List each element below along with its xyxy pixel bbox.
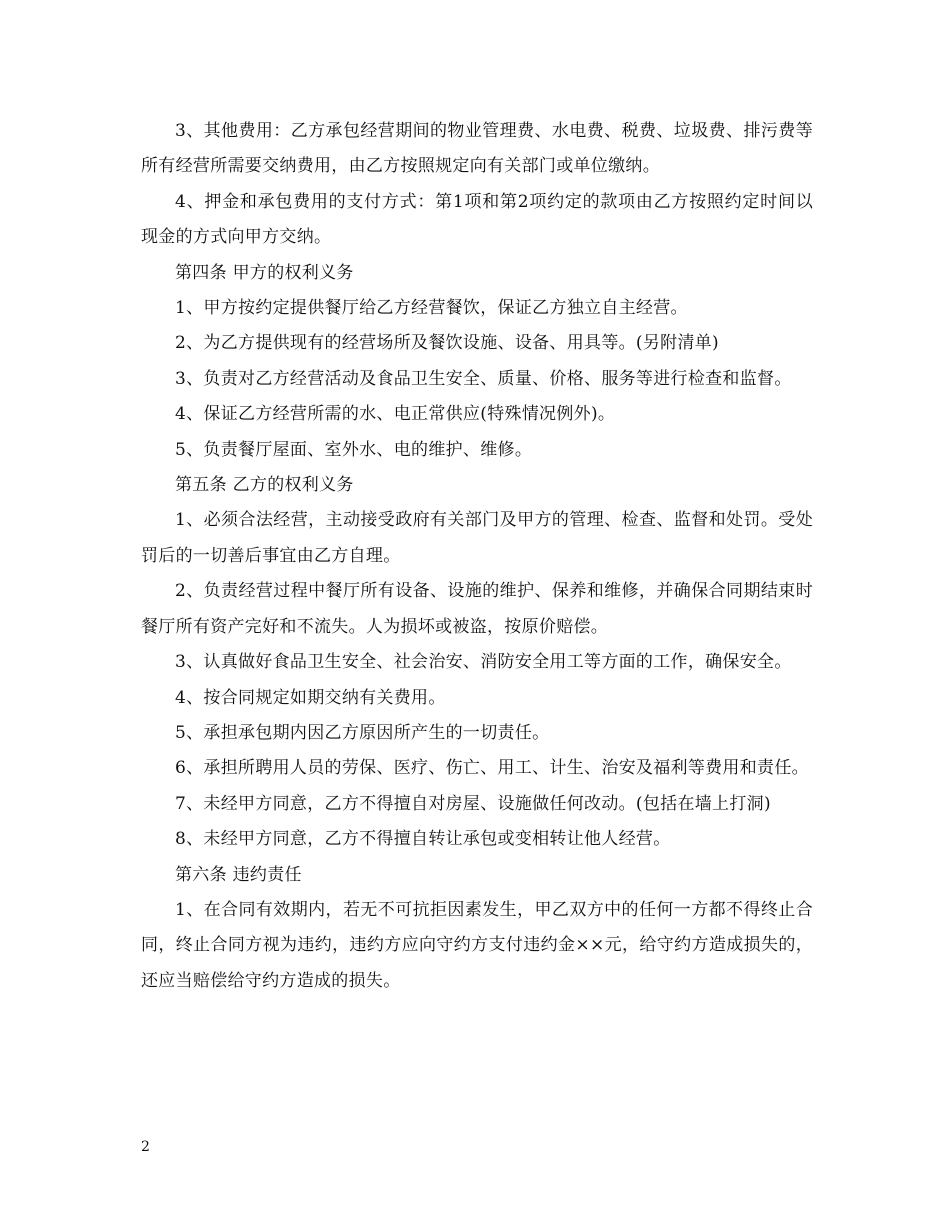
paragraph-party-a-item-4: 4、保证乙方经营所需的水、电正常供应(特殊情况例外)。 xyxy=(175,404,616,425)
paragraph-other-fees: 3、其他费用：乙方承包经营期间的物业管理费、水电费、税费、垃圾费、排污费等所有经营所需要交纳费用，由乙方按照规定向有关部门或单位缴纳。 xyxy=(141,121,813,177)
paragraph-party-b-item-6: 6、承担所聘用人员的劳保、医疗、伤亡、用工、计生、治安及福利等费用和责任。 xyxy=(175,758,809,779)
paragraph-party-b-item-3: 3、认真做好食品卫生安全、社会治安、消防安全用工等方面的工作，确保安全。 xyxy=(175,652,792,673)
section-heading-article-4: 第四条 甲方的权利义务 xyxy=(175,262,354,283)
paragraph-party-b-item-8: 8、未经甲方同意，乙方不得擅自转让承包或变相转让他人经营。 xyxy=(175,829,671,850)
document-body xyxy=(141,114,813,999)
paragraph-party-a-item-5: 5、负责餐厅屋面、室外水、电的维护、维修。 xyxy=(175,439,533,460)
paragraph-party-b-item-7: 7、未经甲方同意，乙方不得擅自对房屋、设施做任何改动。(包括在墙上打洞) xyxy=(175,793,771,814)
section-heading-article-5: 第五条 乙方的权利义务 xyxy=(175,475,354,496)
page-number: 2 xyxy=(141,1139,150,1155)
paragraph-party-b-item-1: 1、必须合法经营，主动接受政府有关部门及甲方的管理、检查、监督和处罚。受处罚后的一切善后事宜由乙方自理。 xyxy=(141,510,813,566)
paragraph-party-b-item-5: 5、承担承包期内因乙方原因所产生的一切责任。 xyxy=(175,722,550,743)
paragraph-party-a-item-3: 3、负责对乙方经营活动及食品卫生安全、质量、价格、服务等进行检查和监督。 xyxy=(175,368,792,389)
section-heading-article-6: 第六条 违约责任 xyxy=(175,864,302,885)
paragraph-party-a-item-2: 2、为乙方提供现有的经营场所及餐饮设施、设备、用具等。(另附清单) xyxy=(175,333,719,354)
paragraph-party-b-item-2: 2、负责经营过程中餐厅所有设备、设施的维护、保养和维修，并确保合同期结束时餐厅所有资产完好和不流失。人为损坏或被盗，按原价赔偿。 xyxy=(141,581,813,637)
paragraph-payment-method: 4、押金和承包费用的支付方式：第1项和第2项约定的款项由乙方按照约定时间以现金的方式向甲方交纳。 xyxy=(141,191,813,248)
paragraph-party-b-item-4: 4、按合同规定如期交纳有关费用。 xyxy=(175,687,446,708)
paragraph-party-a-item-1: 1、甲方按约定提供餐厅给乙方经营餐饮，保证乙方独立自主经营。 xyxy=(175,298,688,319)
paragraph-breach-item-1: 1、在合同有效期内，若无不可抗拒因素发生，甲乙双方中的任何一方都不得终止合同，终止合同方视为违约，违约方应向守约方支付违约金××元，给守约方造成损失的，还应当赔偿给守约方造成的损失。 xyxy=(141,899,813,991)
